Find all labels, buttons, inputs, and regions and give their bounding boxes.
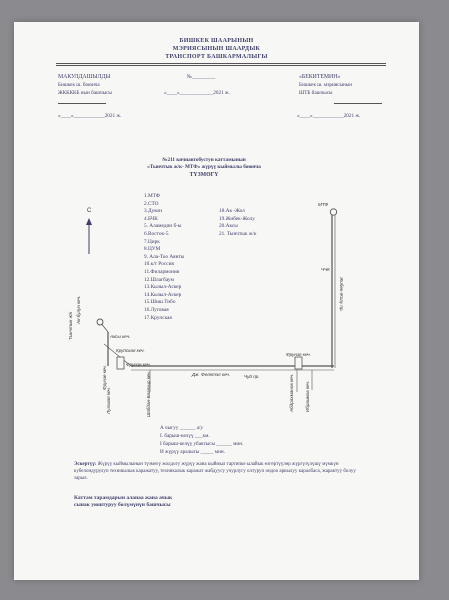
stop-item: 20.Аксы bbox=[219, 223, 238, 230]
stop-item: 18.Ак -Жол bbox=[219, 208, 245, 214]
header-line-2: МЭРИЯСЫНЫН ШААРДЫК bbox=[172, 46, 261, 52]
approval-left-date: «____»____________2021 ж. bbox=[58, 113, 122, 119]
stats-line-1: А чыгуу ______ а/у bbox=[160, 425, 203, 431]
stats-line-4: И жүрүү аралыгы _____ мин. bbox=[160, 449, 225, 455]
stats-line-3: I барыш-келүү убактысы ______ мин. bbox=[160, 441, 244, 447]
stop-item: 17.Крупская bbox=[144, 314, 172, 321]
adyshev-label: Абдрахманов кеч. bbox=[289, 373, 294, 412]
chuy-label: Чуй пр. bbox=[244, 374, 260, 379]
scheme-title-line-1: №211 кичиавтобустун каттамынын bbox=[162, 157, 246, 163]
approval-middle-date: «____»_____________2021 ж. bbox=[164, 90, 230, 96]
approval-right-role: ШТБ башчысы bbox=[299, 90, 333, 96]
footer-line-2: сынак уюштуруу бөлүмүнүн башчысы bbox=[74, 502, 171, 508]
compass-north-label: С bbox=[87, 208, 92, 214]
stop-item: 15.Шиш.Тибо bbox=[144, 299, 176, 306]
stop-box-right bbox=[295, 357, 302, 369]
approval-left-title: МАКУЛДАШЫЛДЫ bbox=[58, 74, 111, 80]
note-label: Эскертүү: bbox=[74, 462, 97, 467]
north-arrow-head bbox=[86, 218, 92, 225]
stop-item: 11.Филармония bbox=[144, 269, 180, 275]
krupskaya-label: Крупская кеч. bbox=[116, 348, 145, 353]
stop-item: 3.Дукон bbox=[144, 208, 163, 215]
approval-right-date: «____»____________2021 ж. bbox=[297, 113, 361, 119]
stop-item: 5. Аламедин б-ы bbox=[144, 223, 182, 230]
shabdan-label: Шабдан-Баатыр кеч. bbox=[146, 371, 151, 417]
frunze-left-vertical-label: Фрунзе кеч. bbox=[102, 365, 107, 390]
mtf-label: МТФ bbox=[318, 202, 329, 207]
stop-item: 7.Цирк bbox=[144, 238, 160, 245]
frunze-right-label: Фрунзе кеч. bbox=[286, 352, 311, 357]
note-text-1: Жүрүү кыймылынын түзмөгү жолдогу жүрүү жана кыймыл тартипке ылайык өзгөртүүлөр жүргүзүлүшү мүмкүн bbox=[96, 462, 339, 467]
mtf-terminal bbox=[330, 209, 336, 215]
stop-item: 21. Тынчтык ж/к bbox=[219, 230, 257, 237]
zhibek-zholu-label: Жибек-Жолу пр. bbox=[339, 277, 344, 312]
scheme-title-line-2: «Тынчтык ж/к- МТФ» жүрүү кыймылы боюнча bbox=[147, 164, 261, 170]
tynchtyk-label: Тынчтык ж/к bbox=[68, 311, 73, 340]
stop-item: 1.МТФ bbox=[144, 193, 160, 199]
stop-item: 10.к/т Россия bbox=[144, 261, 174, 268]
note-line-2: кубелондурулуп техникалык каражатуу, техникалык каражат жабдуусу учурлугу олтуруп ондоо аркылуу каралбаса, жарактуу болуу bbox=[74, 469, 356, 474]
tynchtyk-terminal bbox=[97, 319, 103, 325]
stop-item: 16.Луговая bbox=[144, 307, 169, 313]
lugovaya-label: Луговая кеч. bbox=[106, 387, 111, 414]
document-page bbox=[14, 22, 419, 580]
approval-left-role: ЖККККБ нын башчысы bbox=[58, 90, 112, 96]
stop-item: 12.Шлагбаум bbox=[144, 276, 174, 283]
stats-line-2: I. барыш-келүү ___км. bbox=[160, 433, 210, 439]
stop-item: 8.ЦУМ bbox=[144, 246, 161, 253]
akbulun-label: Ак-булун кеч. bbox=[76, 295, 81, 324]
approval-number: №_________ bbox=[187, 74, 216, 80]
dzhetsaev-label: Дж. Фелетэл кеч. bbox=[192, 372, 231, 377]
stop-item: 19.Жибек-Жолу bbox=[219, 215, 255, 222]
note-line-1 bbox=[74, 462, 339, 468]
stop-item: 9. Ала-Тоо Аянты bbox=[144, 253, 185, 260]
footer-line-1: Каттам тарамдарын аланаа жана ачык bbox=[74, 495, 173, 501]
chk-label: ЧЧК bbox=[321, 267, 330, 272]
stop-box-left bbox=[117, 357, 124, 369]
stop-item: 13.Кызыл-Аскер bbox=[144, 284, 182, 291]
frunze-left-label: Фрунзе кеч. bbox=[126, 362, 151, 367]
stop-item: 14.Кызыл-Аскер bbox=[144, 291, 182, 298]
approval-right-title: «БЕКИТЕМИН» bbox=[299, 74, 341, 80]
aksy-label: Аксы кеч. bbox=[110, 334, 131, 339]
stop-item: 6.Восток-5 bbox=[144, 231, 169, 237]
approval-left-org: Бишкек ш. боюнча bbox=[58, 82, 100, 88]
approval-right-org: Бишкек ш. мэриясынын bbox=[299, 82, 353, 88]
stop-item: 2.СТО bbox=[144, 200, 159, 207]
ibraimov-label: Ибраимов кеч. bbox=[305, 380, 310, 412]
header-line-3: ТРАНСПОРТ БАШКАРМАЛЫГЫ bbox=[165, 54, 268, 60]
header-line-1: БИШКЕК ШААРЫНЫН bbox=[179, 38, 254, 44]
stop-item: 4.БЧК bbox=[144, 215, 158, 222]
note-line-3: зарыл. bbox=[74, 476, 88, 481]
scheme-title-line-3: ТҮЗМӨГҮ bbox=[189, 172, 219, 178]
